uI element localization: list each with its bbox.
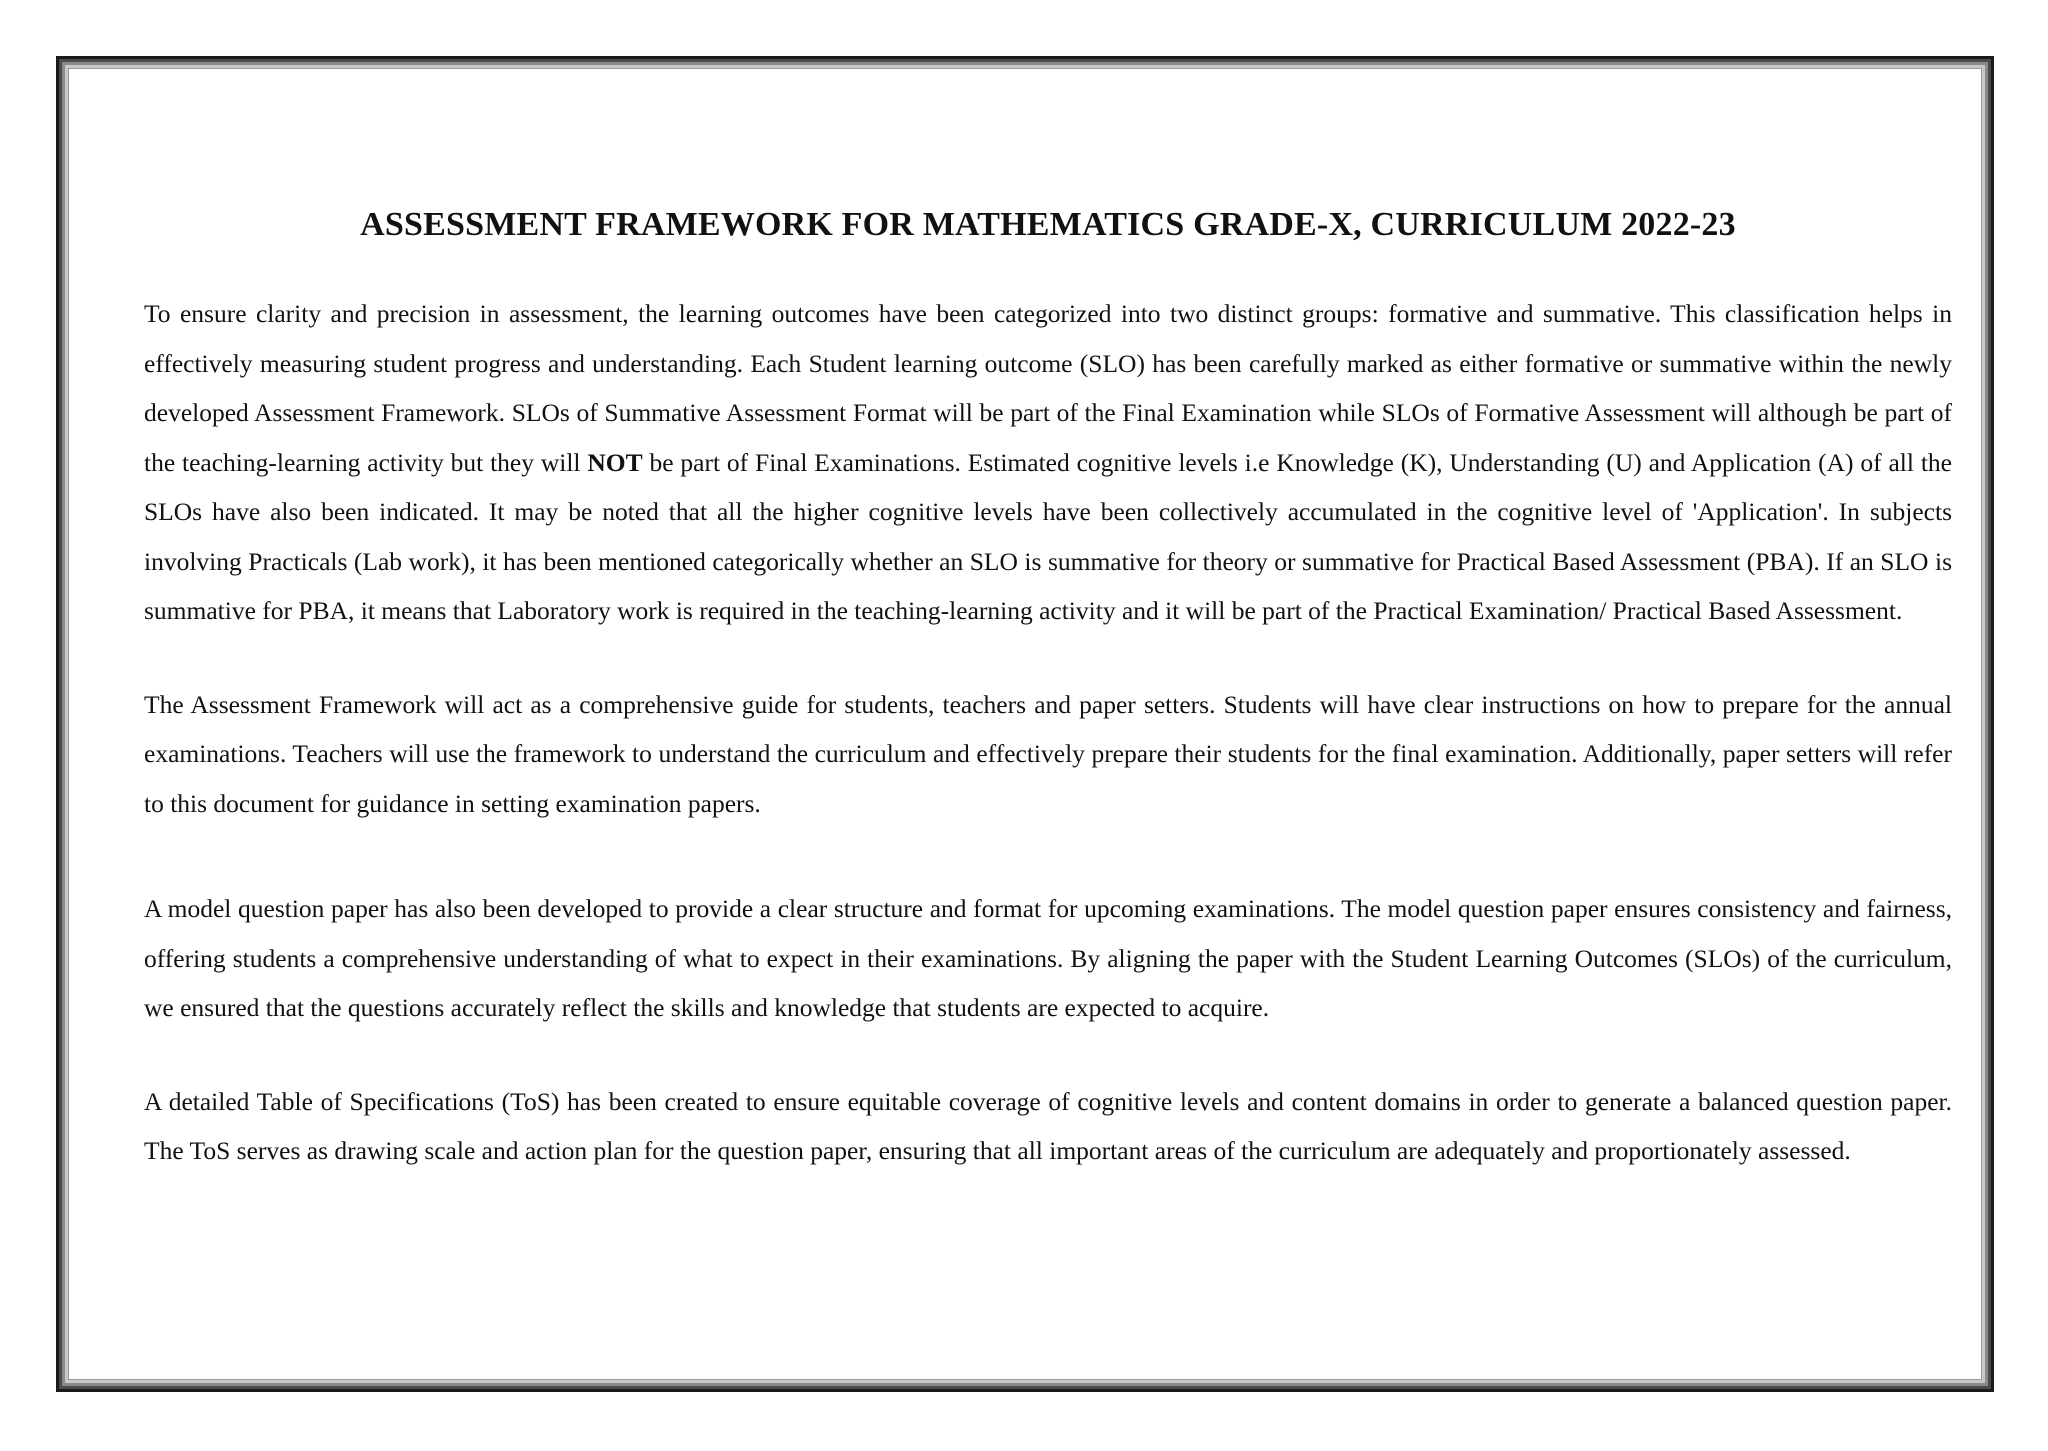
page-border-inner: [65, 65, 1985, 1383]
paragraph-table-of-specifications: A detailed Table of Specifications (ToS) has been created to ensure equitable coverage of cognitive levels and content domains in order to generate a balanced question paper. The ToS serves as drawing scale and action plan for the question paper, ensuring that all important areas of the curriculum are adequately and proportionately assessed.: [144, 1086, 1952, 1165]
paragraph-1-bold-not: NOT: [587, 447, 643, 477]
page-border-middle: [62, 62, 1988, 1386]
document-content: [144, 204, 1952, 1176]
paragraph-framework-guide: The Assessment Framework will act as a comprehensive guide for students, teachers and paper setters. Students will have clear instructions on how to prepare for the annual examinations. Teachers will use the framework to understand the curriculum and effectively prepare their students for the final examination. Additionally, paper setters will refer to this document for guidance in setting examination papers.: [144, 689, 1952, 818]
paragraph-formative-summative: [144, 289, 1952, 636]
page-border: [56, 56, 1994, 1392]
paragraph-1-text-end: be part of Final Examinations. Estimated cognitive levels i.e Knowledge (K), Understanding (U) and Application (A) of all the SLOs have also been indicated. It may be noted that all the higher cognitive levels have been collectively accumulated in the cognitive level of 'Application'. In subjects involving Practicals (Lab work), it has been mentioned categorically whether an SLO is summative for theory or summative for Practical Based Assessment (PBA). If an SLO is summative for PBA, it means that Laboratory work is required in the teaching-learning activity and it will be part of the Practical Examination/ Practical Based Assessment.: [144, 447, 1952, 625]
page-body: [68, 68, 1982, 1380]
paragraph-1-text-start: To ensure clarity and precision in assessment, the learning outcomes have been categorized into two distinct groups: formative and summative. This classification helps in effectively measuring student progress and understanding. Each Student learning outcome (SLO) has been carefully marked as either formative or summative within the newly developed Assessment Framework. SLOs of Summative Assessment Format will be part of the Final Examination while SLOs of Formative Assessment will although be part of the teaching-learning activity but they will: [144, 299, 1952, 477]
document-title: ASSESSMENT FRAMEWORK FOR MATHEMATICS GRADE-X, CURRICULUM 2022-23: [360, 206, 1736, 243]
paragraph-model-question-paper: A model question paper has also been developed to provide a clear structure and format for upcoming examinations. The model question paper ensures consistency and fairness, offering students a comprehensive understanding of what to expect in their examinations. By aligning the paper with the Student Learning Outcomes (SLOs) of the curriculum, we ensured that the questions accurately reflect the skills and knowledge that students are expected to acquire.: [144, 894, 1952, 1022]
